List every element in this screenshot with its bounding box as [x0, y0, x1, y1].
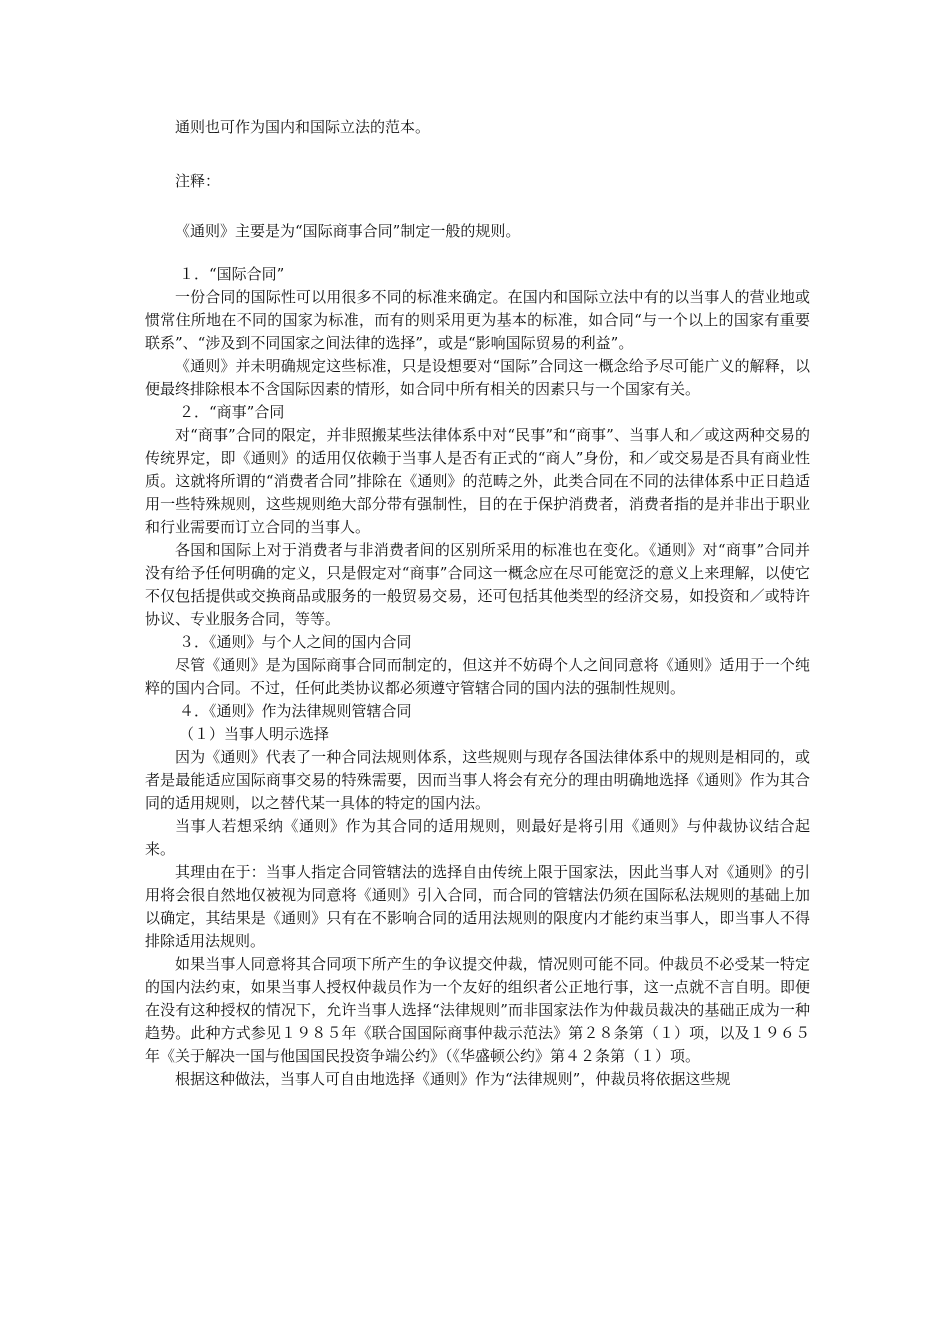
- summary-text: 《通则》主要是为“国际商事合同”制定一般的规则。: [175, 222, 521, 240]
- section-4-paragraph-3: 其理由在于：当事人指定合同管辖法的选择自由传统上限于国家法，因此当事人对《通则》的引用将会很自然地仅被视为同意将《通则》引入合同，而合同的管辖法仍须在国际私法规则的基础上加以确定，其结果是《通则》只有在不影响合同的适用法规则的限度内才能约束当事人，即当事人不得排除适用法规则。: [145, 863, 810, 950]
- section-2-paragraph-1: 对“商事”合同的限定，并非照搬某些法律体系中对“民事”和“商事”、当事人和／或这两种交易的传统界定，即《通则》的适用仅依赖于当事人是否有正式的“商人”身份，和／或交易是否具有商业性质。这就将所谓的“消费者合同”排除在《通则》的范畴之外，此类合同在不同的法律体系中正日趋适用一些特殊规则，这些规则绝大部分带有强制性，目的在于保护消费者，消费者指的是并非出于职业和行业需要而订立合同的当事人。: [145, 426, 810, 536]
- section-4-heading: ４．《通则》作为法律规则管辖合同: [179, 702, 412, 720]
- section-4-paragraph-4: 如果当事人同意将其合同项下所产生的争议提交仲裁，情况则可能不同。仲裁员不必受某一特定的国内法约束，如果当事人授权仲裁员作为一个友好的组织者公正地行事，这一点就不言自明。即便在没有这种授权的情况下，允许当事人选择“法律规则”而非国家法作为仲裁员裁决的基础正成为一种趋势。此种方式参见１９８５年《联合国国际商事仲裁示范法》第２８条第（１）项，以及１９６５年《关于解决一国与他国国民投资争端公约》（《华盛顿公约》第４２条第（１）项。: [145, 955, 810, 1065]
- section-4-subheading-1: （１）当事人明示选择: [179, 725, 330, 743]
- section-1-paragraph-2: 《通则》并未明确规定这些标准，只是设想要对“国际”合同这一概念给予尽可能广义的解释，以便最终排除根本不含国际因素的情形，如合同中所有相关的因素只与一个国家有关。: [145, 357, 810, 398]
- section-1-paragraph-1: 一份合同的国际性可以用很多不同的标准来确定。在国内和国际立法中有的以当事人的营业地或惯常住所地在不同的国家为标准，而有的则采用更为基本的标准，如合同“与一个以上的国家有重要联系”、“涉及到不同国家之间法律的选择”，或是“影响国际贸易的利益”。: [145, 288, 810, 352]
- section-2-heading: ２．“商事”合同: [179, 403, 285, 421]
- notes-label: 注释：: [175, 172, 221, 190]
- section-3-heading: ３．《通则》与个人之间的国内合同: [179, 633, 412, 651]
- section-3-paragraph-1: 尽管《通则》是为国际商事合同而制定的，但这并不妨碍个人之间同意将《通则》适用于一个纯粹的国内合同。不过，任何此类协议都必须遵守管辖合同的国内法的强制性规则。: [145, 656, 810, 697]
- section-4-paragraph-5: 根据这种做法，当事人可自由地选择《通则》作为“法律规则”，仲裁员将依据这些规: [175, 1070, 731, 1088]
- section-1-heading: １．“国际合同”: [179, 265, 285, 283]
- section-2-paragraph-2: 各国和国际上对于消费者与非消费者间的区别所采用的标准也在变化。《通则》对“商事”合同并没有给予任何明确的定义，只是假定对“商事”合同这一概念应在尽可能宽泛的意义上来理解，以使它不仅包括提供或交换商品或服务的一般贸易交易，还可包括其他类型的经济交易，如投资和／或特许协议、专业服务合同，等等。: [145, 541, 810, 628]
- intro-text: 通则也可作为国内和国际立法的范本。: [175, 118, 431, 136]
- section-4-paragraph-1: 因为《通则》代表了一种合同法规则体系，这些规则与现存各国法律体系中的规则是相同的，或者是最能适应国际商事交易的特殊需要，因而当事人将会有充分的理由明确地选择《通则》作为其合同的适用规则，以之替代某一具体的特定的国内法。: [145, 748, 810, 812]
- commentary-body: [145, 263, 810, 1091]
- section-4-paragraph-2: 当事人若想采纳《通则》作为其合同的适用规则，则最好是将引用《通则》与仲裁协议结合起来。: [145, 817, 810, 858]
